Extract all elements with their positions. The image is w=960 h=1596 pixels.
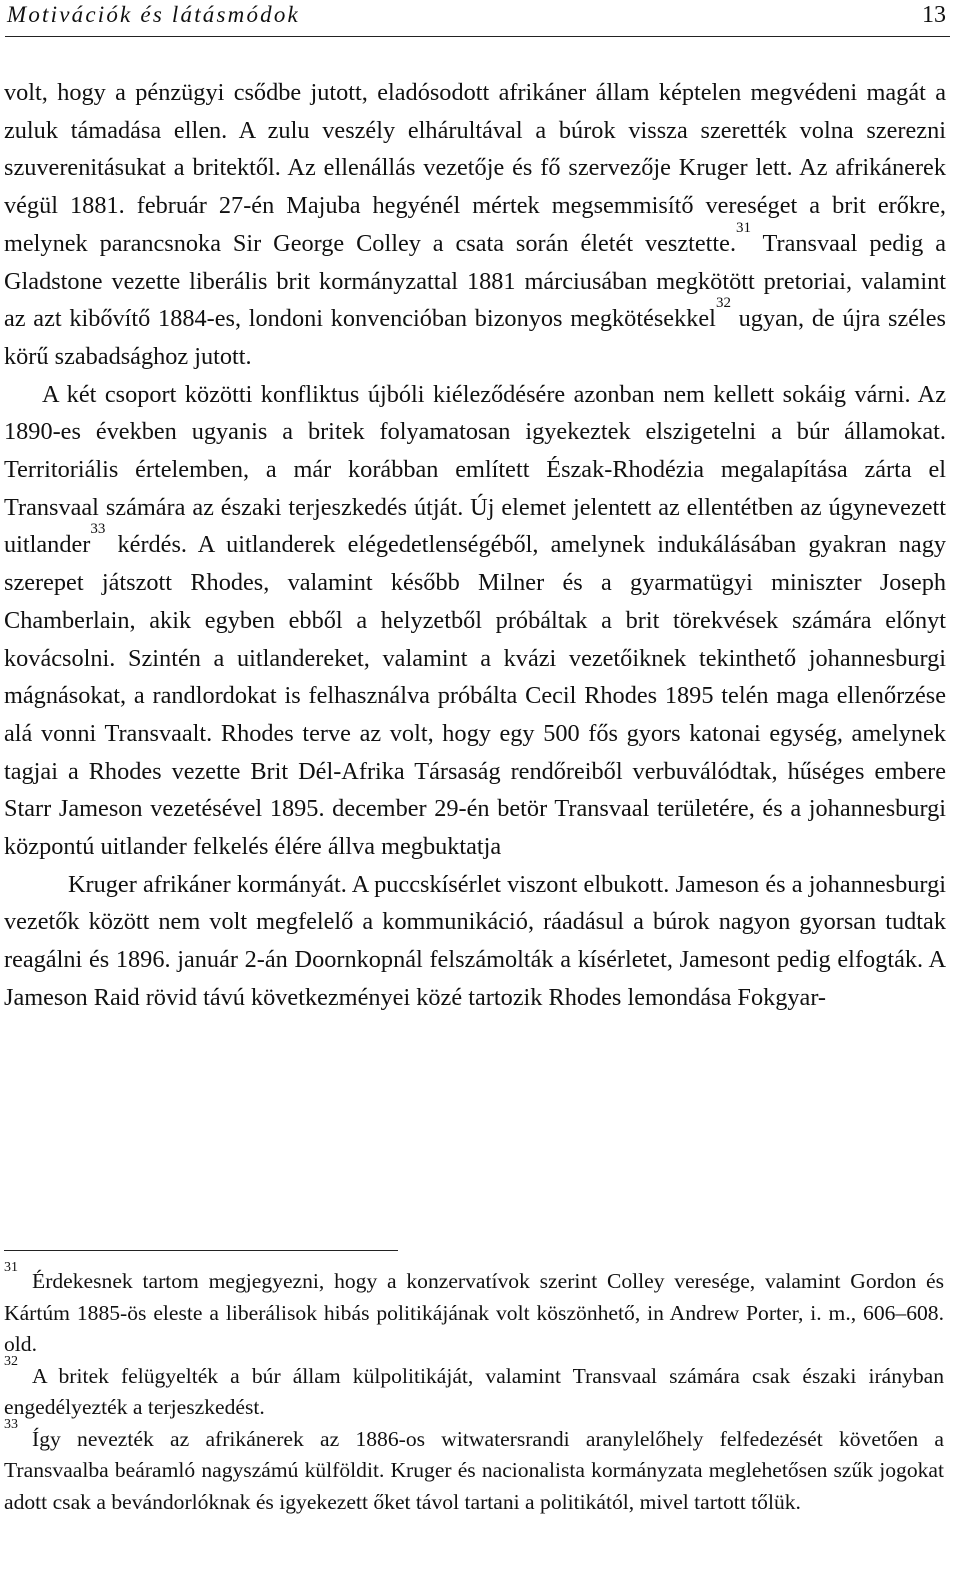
footnote-number-32: 32 [4,1354,18,1370]
footnote-ref-33[interactable]: 33 [90,521,106,538]
running-header [0,0,960,40]
footnote-text-33: Így nevezték az afrikánerek az 1886-os witwatersrandi aranylelőhely felfedezését követően a Transvaalba beáramló nagyszámú külföldit. Kruger és nacionalista kormányzata meglehetősen szűk jogokat adott csak a bevándorlóknak és igyekezett őket távol tartani a politikától, mivel tartott tőlük. [4,1426,944,1514]
footnote-text-32: A britek felügyelték a búr állam külpolitikáját, valamint Transvaal számára csak északi irányban engedélyezték a terjeszkedést. [4,1363,944,1419]
footnote-32 [4,1354,944,1424]
paragraph-2 [4,376,946,866]
footnote-33 [4,1417,944,1519]
paragraph-3: Kruger afrikáner kormányát. A puccskísérlet viszont elbukott. Jameson és a johannesburgi vezetők között nem volt megfelelő a kommunikáció, ráadásul a búrok nagyon gyorsan tudtak reagálni és 1896. január 2-án Doornkopnál felszámolták a kísérletet, Jamesont pedig elfogták. A Jameson Raid rövid távú következményei közé tartozik Rhodes lemondása Fokgyar- [4,870,946,1011]
footnote-number-33: 33 [4,1417,18,1433]
footnote-ref-32[interactable]: 32 [715,295,731,312]
footnote-31 [4,1259,944,1361]
page-number: 13 [922,2,946,28]
footnote-number-31: 31 [4,1259,18,1275]
paragraph-2-text-b: kérdés. A uitlanderek elégedetlenségéből, amelynek indukálásában gyakran nagy szerepet játszott Rhodes, valamint később Milner és a gyarmatügyi miniszter Joseph Chamberlain, akik egyben ebből a helyzetből próbáltak a brit törekvések számára előnyt kovácsolni. Szintén a uitlandereket, valamint a kvázi vezetőiknek tekinthető johannesburgi mágnásokat, a randlordokat is felhasználva próbálta Cecil Rhodes 1895 telén maga ellenőrzése alá vonni Transvaalt. Rhodes terve az volt, hogy egy 500 fős gyors katonai egység, amelynek tagjai a Rhodes vezette Brit Dél-Afrika Társaság rendőreiből verbuválódtak, hűséges embere Starr Jameson vezetésével 1895. december 29-én betör Transvaal területére, és a johannesburgi központú uitlander felkelés élére állva megbuktatja [4,531,946,861]
paragraph-1-text-c: ugyan, de újra széles körű szabadsághoz jutott. [4,305,946,370]
footnotes [4,1259,944,1518]
body-text [4,74,946,1017]
footnote-text-31: Érdekesnek tartom megjegyezni, hogy a konzervatívok szerint Colley veresége, valamint Gordon és Kártúm 1885-ös eleste a liberálisok hibás politikájának volt köszönhető, in Andrew Porter, i. m., 606–608. old. [4,1269,944,1356]
paragraph-1-text-a: volt, hogy a pénzügyi csődbe jutott, eladósodott afrikáner állam képtelen megvédeni magát a zuluk támadása ellen. A zulu veszély elhárultával a búrok vissza szerették volna szerezni szuverenitásukat a britektől. Az ellenállás vezetője és fő szervezője Kruger lett. Az afrikánerek végül 1881. február 27-én Majuba hegyénél mértek megsemmisítő vereséget a brit erőkre, melynek parancsnoka Sir George Colley a csata során életét vesztette. [4,79,946,257]
paragraph-2-text-a: A két csoport közötti konfliktus újbóli kiéleződésére azonban nem kellett sokáig várni. Az 1890-es években ugyanis a britek folyamatosan igyekeztek elszigetelni a búr államokat. Territoriális értelemben, a már korábban említett Észak-Rhodézia megalapítása zárta el Transvaal számára az északi terjeszkedés útját. Új elemet jelentett az ellentétben az úgynevezett uitlander [4,380,946,559]
running-header-title: Motivációk és látásmódok [7,2,300,27]
paragraph-1 [4,74,946,376]
footnote-separator [4,1250,398,1251]
footnote-ref-31[interactable]: 31 [736,219,752,236]
paragraph-1-text-b: Transvaal pedig a Gladstone vezette liberális brit kormányzattal 1881 márciusában megkötött pretoriai, valamint az azt kibővítő 1884-es, londoni konvencióban bizonyos megkötésekkel [4,229,946,333]
header-rule [5,36,950,37]
